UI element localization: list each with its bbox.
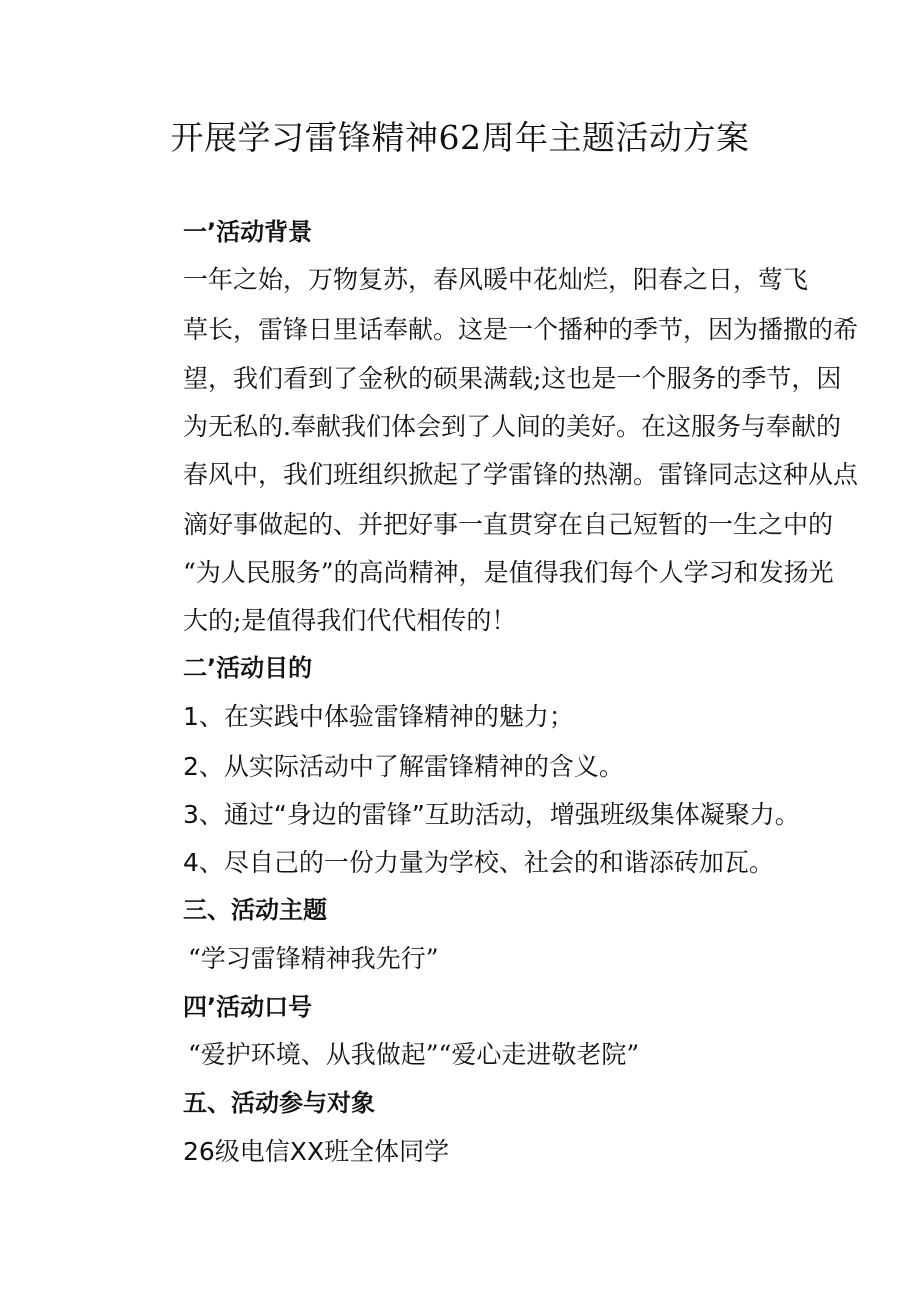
theme-text: “学习雷锋精神我先行” xyxy=(188,944,439,973)
purpose-item-2: 2、从实际活动中了解雷锋精神的含义。 xyxy=(183,752,624,781)
background-line-4: 为无私的.奉献我们体会到了人间的美好。在这服务与奉献的 xyxy=(183,412,841,441)
section-heading-theme: 三、活动主题 xyxy=(183,896,327,924)
background-line-8: 大的;是值得我们代代相传的！ xyxy=(183,606,517,635)
purpose-item-4: 4、尽自己的一份力量为学校、社会的和谐添砖加瓦。 xyxy=(183,848,774,877)
section-heading-purpose: 二’活动目的 xyxy=(183,654,313,682)
purpose-item-3: 3、通过“身边的雷锋”互助活动，增强班级集体凝聚力。 xyxy=(183,800,800,829)
background-line-7: “为人民服务”的高尚精神，是值得我们每个人学习和发扬光 xyxy=(183,558,834,587)
purpose-item-1: 1、在实践中体验雷锋精神的魅力； xyxy=(183,702,574,731)
participants-text: 26级电信XX班全体同学 xyxy=(183,1137,450,1166)
section-heading-slogan: 四’活动口号 xyxy=(183,993,313,1021)
slogan-text: “爱护环境、从我做起”“爱心走进敬老院” xyxy=(188,1040,640,1069)
background-line-3: 望，我们看到了金秋的硕果满载;这也是一个服务的季节，因 xyxy=(183,364,842,393)
background-line-6: 滴好事做起的、并把好事一直贯穿在自己短暂的一生之中的 xyxy=(183,510,834,539)
background-line-2: 草长，雷锋日里话奉献。这是一个播种的季节，因为播撒的希 xyxy=(183,315,859,344)
section-heading-participants: 五、活动参与对象 xyxy=(183,1089,375,1117)
document-title: 开展学习雷锋精神62周年主题活动方案 xyxy=(170,118,750,157)
background-line-1: 一年之始，万物复苏，春风暖中花灿烂，阳春之日，莺飞 xyxy=(183,265,809,294)
background-line-5: 春风中，我们班组织掀起了学雷锋的热潮。雷锋同志这种从点 xyxy=(183,460,859,489)
section-heading-background: 一’活动背景 xyxy=(183,218,313,246)
